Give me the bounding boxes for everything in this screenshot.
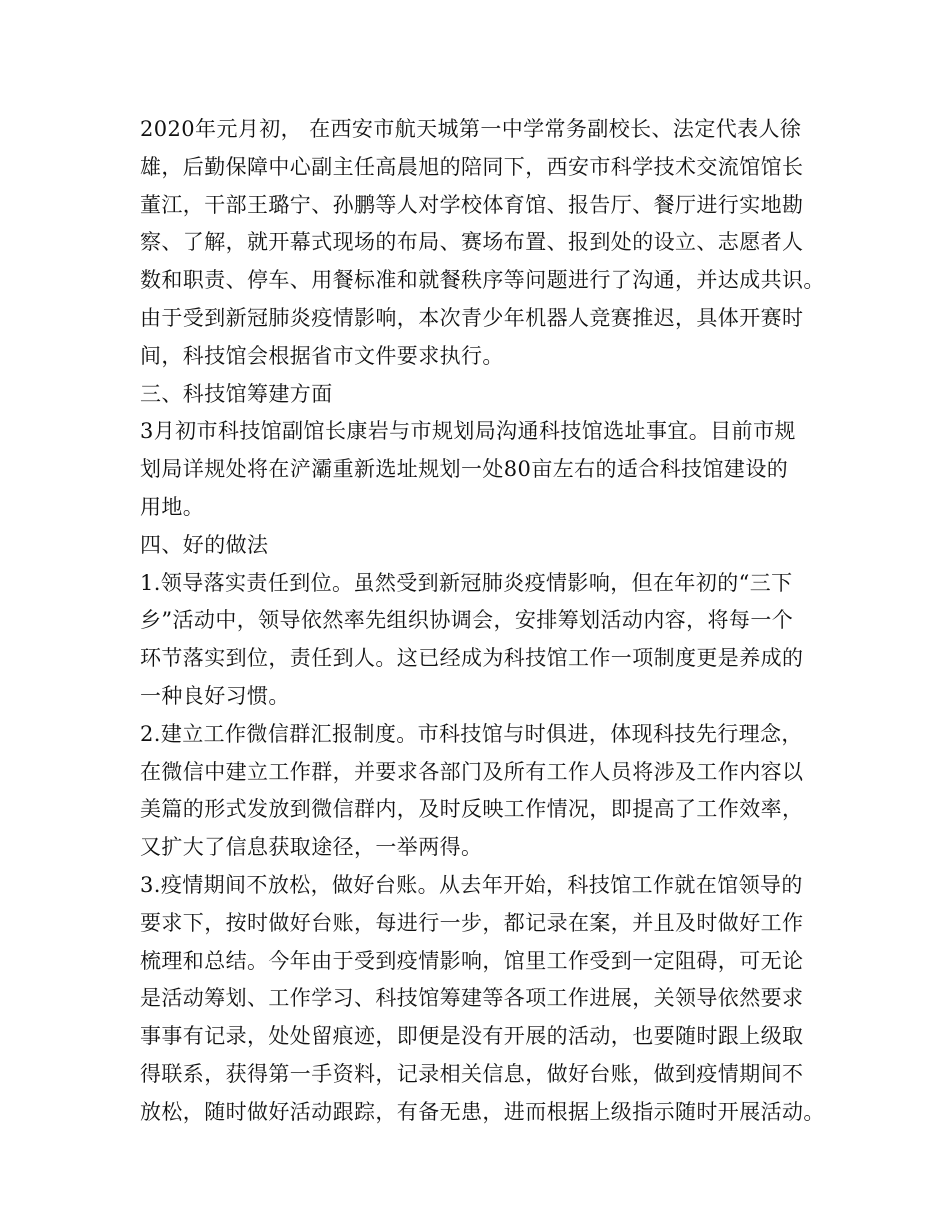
text-line: 得联系，获得第一手资料，记录相关信息，做好台账，做到疫情期间不 (140, 1061, 804, 1086)
text-line: 由于受到新冠肺炎疫情影响，本次青少年机器人竞赛推迟，具体开赛时 (140, 305, 804, 330)
text-line: 3月初市科技馆副馆长康岩与市规划局沟通科技馆选址事宜。目前市规 (140, 419, 796, 444)
text-line: 在微信中建立工作群，并要求各部门及所有工作人员将涉及工作内容以 (140, 759, 804, 784)
text-line: 2.建立工作微信群汇报制度。市科技馆与时俱进，体现科技先行理念， (140, 721, 803, 746)
text-line: 雄，后勤保障中心副主任高晨旭的陪同下，西安市科学技术交流馆馆长 (140, 154, 804, 179)
text-line: 美篇的形式发放到微信群内，及时反映工作情况，即提高了工作效率， (140, 797, 804, 822)
text-line: 又扩大了信息获取途径，一举两得。 (140, 835, 483, 860)
text-line: 划局详规处将在浐灞重新选址规划一处80亩左右的适合科技馆建设的 (140, 457, 789, 482)
text-line: 要求下，按时做好台账，每进行一步，都记录在案，并且及时做好工作 (140, 910, 804, 935)
text-line: 环节落实到位，责任到人。这已经成为科技馆工作一项制度更是养成的 (140, 646, 804, 671)
text-line: 3.疫情期间不放松，做好台账。从去年开始，科技馆工作就在馆领导的 (140, 872, 803, 897)
text-line: 董江，干部王璐宁、孙鹏等人对学校体育馆、报告厅、餐厅进行实地勘 (140, 192, 804, 217)
text-line: 一种良好习惯。 (140, 683, 290, 708)
text-line: 是活动筹划、工作学习、科技馆筹建等各项工作进展，关领导依然要求 (140, 986, 804, 1011)
section-heading: 四、好的做法 (140, 532, 269, 557)
text-line: 放松，随时做好活动跟踪，有备无患，进而根据上级指示随时开展活动。 (140, 1099, 825, 1124)
document-body (140, 111, 840, 1132)
text-line: 间，科技馆会根据省市文件要求执行。 (140, 343, 504, 368)
text-line: 2020年元月初， 在西安市航天城第一中学常务副校长、法定代表人徐 (140, 117, 802, 141)
section-heading: 三、科技馆筹建方面 (140, 381, 333, 406)
text-line: 数和职责、停车、用餐标准和就餐秩序等问题进行了沟通，并达成共识。 (140, 268, 825, 293)
text-line: 用地。 (140, 494, 205, 519)
text-line: 梳理和总结。今年由于受到疫情影响，馆里工作受到一定阻碍，可无论 (140, 948, 804, 973)
text-line: 察、了解，就开幕式现场的布局、赛场布置、报到处的设立、志愿者人 (140, 230, 804, 255)
text-line: 乡”活动中，领导依然率先组织协调会，安排筹划活动内容，将每一个 (140, 608, 794, 633)
text-line: 事事有记录，处处留痕迹，即便是没有开展的活动，也要随时跟上级取 (140, 1024, 804, 1049)
text-line: 1.领导落实责任到位。虽然受到新冠肺炎疫情影响，但在年初的“三下 (140, 570, 793, 595)
